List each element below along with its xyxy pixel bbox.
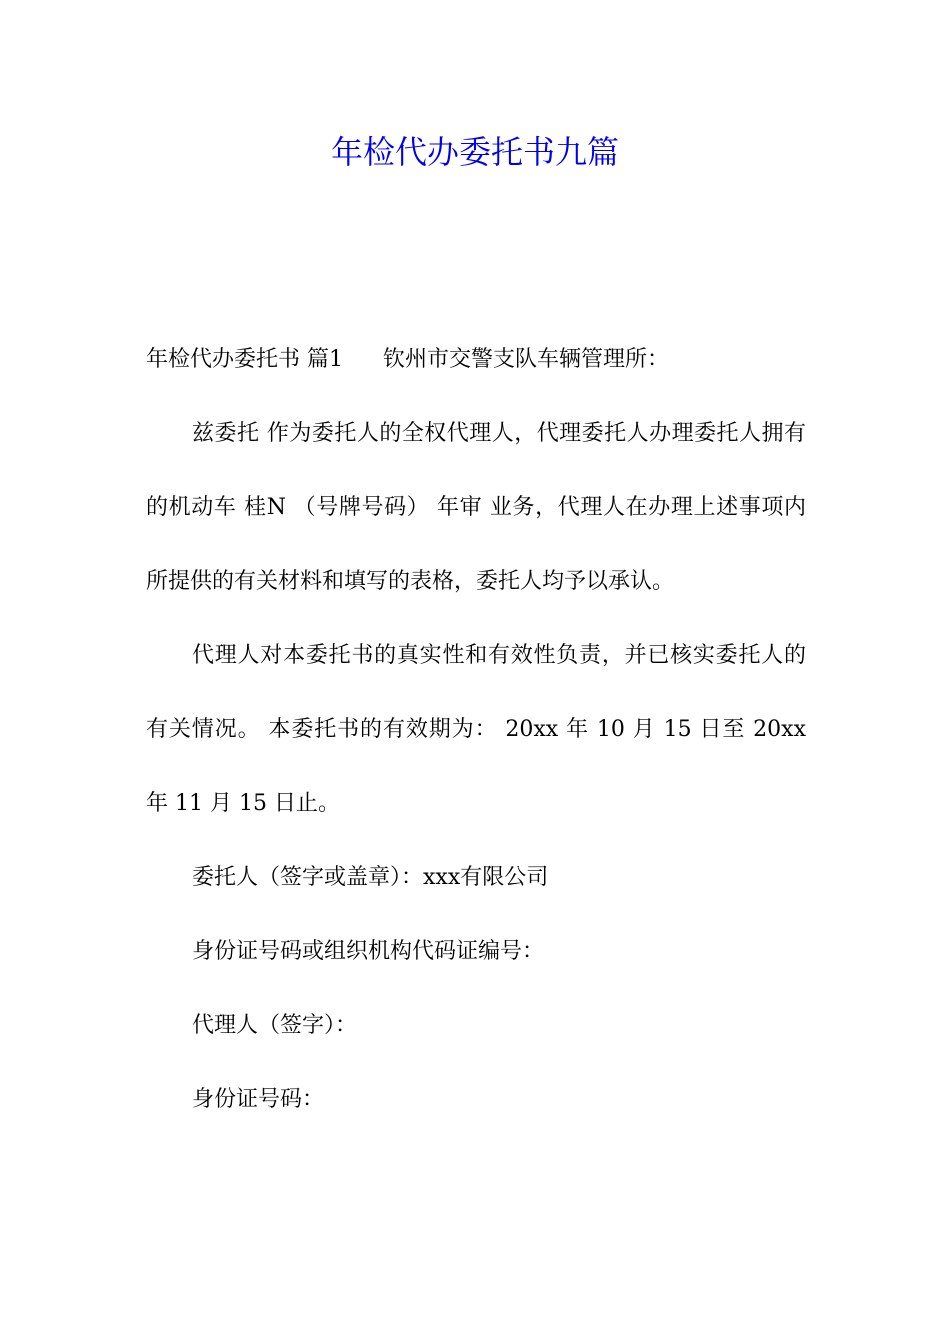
document-body [146,323,806,1137]
heading-line [146,323,806,397]
field-principal: 委托人（签字或盖章）：xxx有限公司 [192,865,549,890]
paragraph-authorization: 兹委托 作为委托人的全权代理人，代理委托人办理委托人拥有的机动车 桂N （号牌号码） 年审 业务，代理人在办理上述事项内所提供的有关材料和填写的表格，委托人均予以承认。 [146,421,806,594]
section-heading: 年检代办委托书 篇1 [146,347,343,372]
field-agent: 代理人（签字）： [192,1013,358,1038]
field-principal-id: 身份证号码或组织机构代码证编号： [192,939,545,964]
addressee: 钦州市交警支队车辆管理所： [383,347,670,372]
paragraph-validity: 代理人对本委托书的真实性和有效性负责，并已核实委托人的有关情况。 本委托书的有效期为： 20xx 年 10 月 15 日至 20xx 年 11 月 15 日止。 [146,643,806,816]
document-title: 年检代办委托书九篇 [330,133,619,171]
field-agent-id: 身份证号码： [192,1087,325,1112]
